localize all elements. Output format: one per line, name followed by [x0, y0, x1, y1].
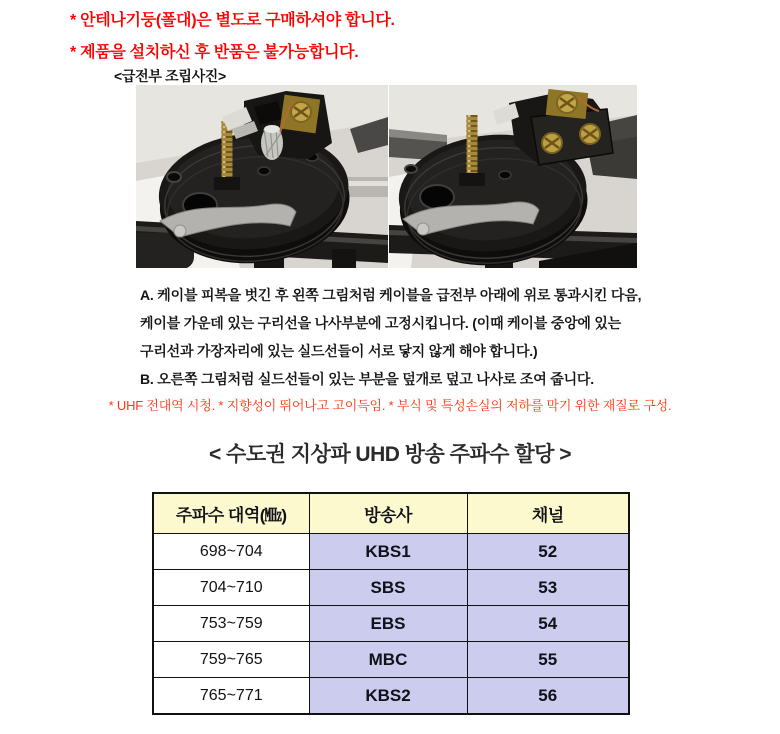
assembly-instructions: [140, 283, 641, 395]
channel-number: 56: [467, 678, 629, 715]
frequency-table-title: < 수도권 지상파 UHD 방송 주파수 할당 >: [208, 443, 572, 466]
frequency-range: 704~710: [153, 570, 309, 606]
channel-number: 53: [467, 570, 629, 606]
table-row: [153, 678, 629, 715]
frequency-range: 698~704: [153, 534, 309, 570]
broadcaster: MBC: [309, 642, 467, 678]
instruction-line-a3: 구리선과 가장자리에 있는 실드선들이 서로 닿지 않게 해야 합니다.): [140, 343, 538, 359]
instruction-line-a: A. 케이블 피복을 벗긴 후 왼쪽 그림처럼 케이블을 급전부 아래에 위로 통과시킨 다음,: [140, 287, 642, 303]
frequency-range: 765~771: [153, 678, 309, 715]
broadcaster: EBS: [309, 606, 467, 642]
channel-number: 54: [467, 606, 629, 642]
warning-note-no-return: * 제품을 설치하신 후 반품은 불가능합니다.: [70, 44, 359, 61]
table-row: [153, 534, 629, 570]
instruction-line-a2: 케이블 가운데 있는 구리선을 나사부분에 고정시킵니다. (이때 케이블 중앙에 있는: [140, 315, 622, 331]
table-row: [153, 642, 629, 678]
header-frequency-band: 주파수 대역(㎒): [153, 493, 309, 534]
broadcaster: KBS2: [309, 678, 467, 715]
table-header-row: [153, 493, 629, 534]
feature-note: * UHF 전대역 시청. * 지향성이 뛰어나고 고이득임. * 부식 및 특성손실의 저하를 막기 위한 재질로 구성.: [108, 398, 672, 413]
frequency-range: 753~759: [153, 606, 309, 642]
header-broadcaster: 방송사: [309, 493, 467, 534]
assembly-photos: [136, 85, 637, 268]
frequency-range: 759~765: [153, 642, 309, 678]
table-row: [153, 606, 629, 642]
photo-section-label: <급전부 조립사진>: [114, 68, 226, 84]
feed-assembly-photo-open: [136, 85, 388, 268]
broadcaster: KBS1: [309, 534, 467, 570]
channel-number: 55: [467, 642, 629, 678]
frequency-table: [152, 492, 630, 715]
feed-assembly-photo-covered: [389, 85, 637, 268]
channel-number: 52: [467, 534, 629, 570]
instruction-line-b: B. 오른쪽 그림처럼 실드선들이 있는 부분을 덮개로 덮고 나사로 조여 줍니다.: [140, 371, 594, 387]
table-row: [153, 570, 629, 606]
header-channel: 채널: [467, 493, 629, 534]
broadcaster: SBS: [309, 570, 467, 606]
warning-note-pole: * 안테나기둥(폴대)은 별도로 구매하셔야 합니다.: [70, 12, 395, 29]
